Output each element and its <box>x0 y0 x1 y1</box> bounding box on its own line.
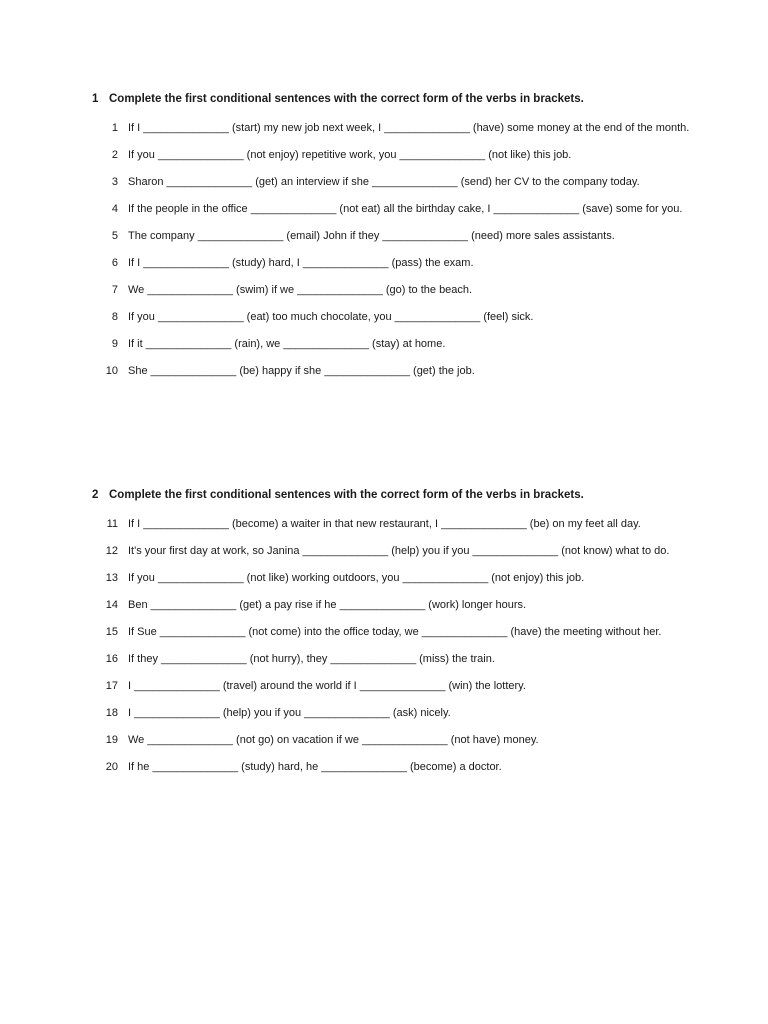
exercise-item <box>92 360 692 382</box>
exercise-section-1 <box>92 91 692 387</box>
item-sentence: Sharon ______________ (get) an interview if she ______________ (send) her CV to the company today. <box>128 176 640 188</box>
item-sentence: If they ______________ (not hurry), they ______________ (miss) the train. <box>128 653 495 665</box>
item-sentence: Ben ______________ (get) a pay rise if he ______________ (work) longer hours. <box>128 599 527 611</box>
item-sentence: If he ______________ (study) hard, he ______________ (become) a doctor. <box>128 761 502 773</box>
item-sentence: I ______________ (travel) around the world if I ______________ (win) the lottery. <box>128 680 526 692</box>
item-number: 8 <box>111 311 118 323</box>
item-number: 15 <box>105 626 118 638</box>
exercise-item <box>92 729 692 751</box>
exercise-list <box>92 117 692 382</box>
exercise-item <box>92 756 692 778</box>
exercise-item <box>92 648 692 670</box>
item-number: 2 <box>111 149 118 161</box>
item-sentence: We ______________ (swim) if we ______________ (go) to the beach. <box>128 284 473 296</box>
item-number: 5 <box>111 230 118 242</box>
item-sentence: We ______________ (not go) on vacation if we ______________ (not have) money. <box>128 734 539 746</box>
item-number: 16 <box>105 653 118 665</box>
item-sentence: If I ______________ (study) hard, I ______________ (pass) the exam. <box>128 257 474 269</box>
item-sentence: If I ______________ (become) a waiter in that new restaurant, I ______________ (be) on my feet all day. <box>128 518 641 530</box>
item-number: 10 <box>105 365 118 377</box>
item-number: 12 <box>105 545 118 557</box>
item-sentence: If the people in the office ______________ (not eat) all the birthday cake, I ______________ (save) some for you. <box>128 203 683 215</box>
item-number: 7 <box>111 284 118 296</box>
exercise-item <box>92 621 692 643</box>
exercise-list <box>92 513 692 778</box>
item-sentence: If you ______________ (not enjoy) repetitive work, you ______________ (not like) this job. <box>128 149 572 161</box>
exercise-item <box>92 567 692 589</box>
item-sentence: If you ______________ (not like) working outdoors, you ______________ (not enjoy) this job. <box>128 572 585 584</box>
exercise-item <box>92 540 692 562</box>
exercise-item <box>92 333 692 355</box>
section-instruction: Complete the first conditional sentences with the correct form of the verbs in brackets. <box>109 93 584 105</box>
exercise-section-2 <box>92 487 692 783</box>
exercise-item <box>92 225 692 247</box>
exercise-item <box>92 198 692 220</box>
section-number: 2 <box>92 489 99 501</box>
item-sentence: If I ______________ (start) my new job next week, I ______________ (have) some money at the end of the month. <box>128 122 690 134</box>
section-number: 1 <box>92 93 99 105</box>
item-number: 3 <box>111 176 118 188</box>
exercise-item <box>92 702 692 724</box>
section-instruction: Complete the first conditional sentences with the correct form of the verbs in brackets. <box>109 489 584 501</box>
item-sentence: If Sue ______________ (not come) into the office today, we ______________ (have) the meeting without her. <box>128 626 662 638</box>
item-number: 1 <box>111 122 118 134</box>
item-number: 19 <box>105 734 118 746</box>
item-number: 11 <box>106 518 118 530</box>
section-heading <box>92 487 692 503</box>
item-sentence: It's your first day at work, so Janina ______________ (help) you if you ______________ (not know) what to do. <box>128 545 670 557</box>
item-sentence: She ______________ (be) happy if she ______________ (get) the job. <box>128 365 475 377</box>
item-sentence: If you ______________ (eat) too much chocolate, you ______________ (feel) sick. <box>128 311 534 323</box>
exercise-item <box>92 117 692 139</box>
item-number: 20 <box>105 761 118 773</box>
item-sentence: If it ______________ (rain), we ______________ (stay) at home. <box>128 338 446 350</box>
exercise-item <box>92 279 692 301</box>
exercise-item <box>92 306 692 328</box>
item-number: 9 <box>111 338 118 350</box>
item-number: 18 <box>105 707 118 719</box>
exercise-item <box>92 594 692 616</box>
item-number: 6 <box>111 257 118 269</box>
item-number: 14 <box>105 599 118 611</box>
exercise-item <box>92 171 692 193</box>
item-number: 13 <box>105 572 118 584</box>
item-number: 4 <box>111 203 118 215</box>
item-sentence: The company ______________ (email) John if they ______________ (need) more sales assistants. <box>128 230 615 242</box>
section-heading <box>92 91 692 107</box>
item-sentence: I ______________ (help) you if you ______________ (ask) nicely. <box>128 707 451 719</box>
item-number: 17 <box>105 680 118 692</box>
exercise-item <box>92 252 692 274</box>
exercise-item <box>92 144 692 166</box>
exercise-item <box>92 513 692 535</box>
exercise-item <box>92 675 692 697</box>
